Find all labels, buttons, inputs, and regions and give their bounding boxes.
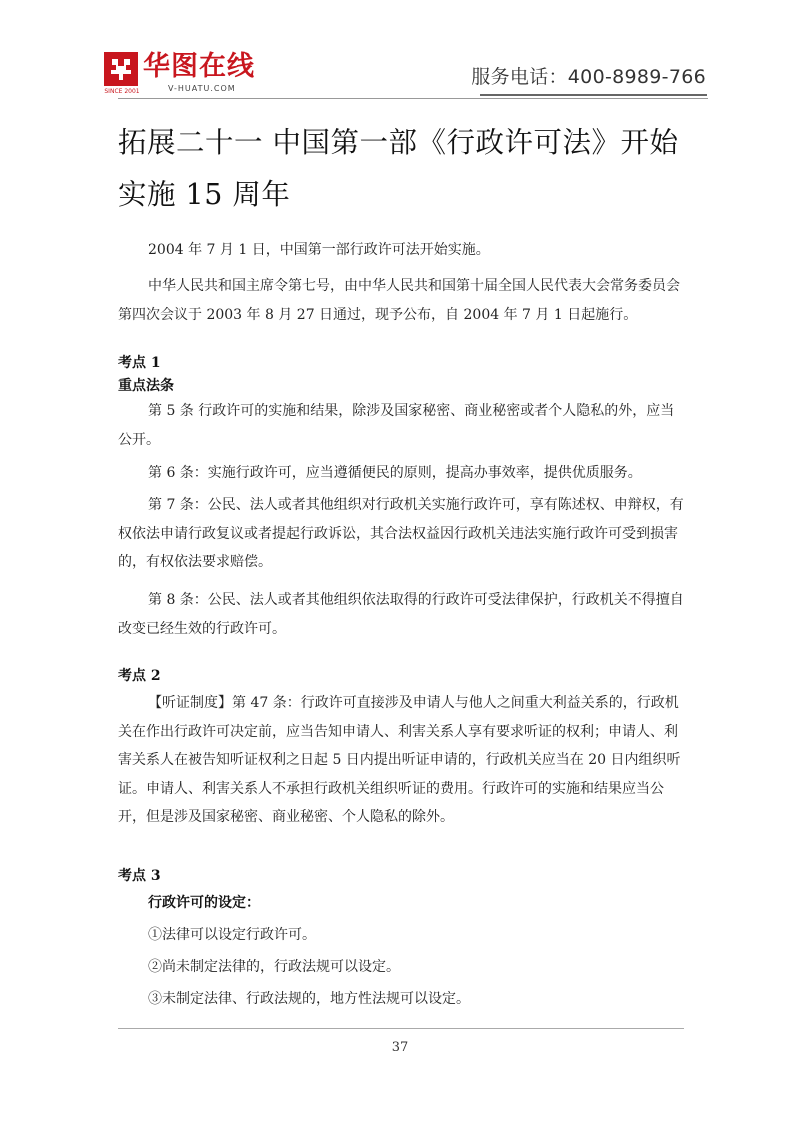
section-sub-label: 重点法条 xyxy=(118,378,174,394)
intro-paragraph: 2004 年 7 月 1 日，中国第一部行政许可法开始实施。 xyxy=(148,242,490,258)
header-rule xyxy=(118,98,708,99)
page-title: 拓展二十一 中国第一部《行政许可法》开始实施 15 周年 xyxy=(118,126,679,211)
page-header xyxy=(0,0,800,100)
hearing-system-paragraph: 【听证制度】第 47 条：行政许可直接涉及申请人与他人之间重大利益关系的，行政机关在作出行政许可决定前，应当告知申请人、利害关系人享有要求听证的权利；申请人、利害关系人在被告知听证权利之日起 5 日内提出听证申请的，行政机关应当在 20 日内组织听证。申请人、利害关系人不承担行政机关组织听证的费用。行政许可的实施和结果应当公开，但是涉及国家秘密、商业秘密、个人隐私的除外。 xyxy=(118,695,681,825)
intro-paragraph: 中华人民共和国主席令第七号，由中华人民共和国第十届全国人民代表大会常务委员会第四次会议于 2003 年 8 月 27 日通过，现予公布，自 2004 年 7 月 1 日起施行。 xyxy=(118,278,680,323)
section-label: 考点 3 xyxy=(118,868,161,884)
law-article: 第 7 条：公民、法人或者其他组织对行政机关实施行政许可，享有陈述权、申辩权，有权依法申请行政复议或者提起行政诉讼，其合法权益因行政机关违法实施行政许可受到损害的，有权依法要求赔偿。 xyxy=(118,497,684,570)
footer-rule xyxy=(118,1028,684,1029)
service-hotline: 服务电话：400-8989-766 xyxy=(471,66,706,88)
law-article: 第 6 条：实施行政许可，应当遵循便民的原则，提高办事效率，提供优质服务。 xyxy=(148,465,642,481)
page-number: 37 xyxy=(391,1040,409,1055)
logo-icon xyxy=(104,52,138,86)
logo-url: V-HUATU.COM xyxy=(168,84,236,93)
section-sub-label: 行政许可的设定： xyxy=(148,895,260,911)
logo-since: SINCE 2001 xyxy=(104,88,140,95)
section-label: 考点 2 xyxy=(118,668,161,684)
logo-name: 华图在线 xyxy=(143,51,255,82)
law-article: 第 8 条：公民、法人或者其他组织依法取得的行政许可受法律保护，行政机关不得擅自改变已经生效的行政许可。 xyxy=(118,592,684,637)
header-accent-rule xyxy=(480,94,707,96)
list-item: ②尚未制定法律的，行政法规可以设定。 xyxy=(148,959,400,975)
list-item: ①法律可以设定行政许可。 xyxy=(148,927,316,943)
law-article: 第 5 条 行政许可的实施和结果，除涉及国家秘密、商业秘密或者个人隐私的外，应当公开。 xyxy=(118,403,675,448)
list-item: ③未制定法律、行政法规的，地方性法规可以设定。 xyxy=(148,991,470,1007)
section-label: 考点 1 xyxy=(118,355,161,371)
